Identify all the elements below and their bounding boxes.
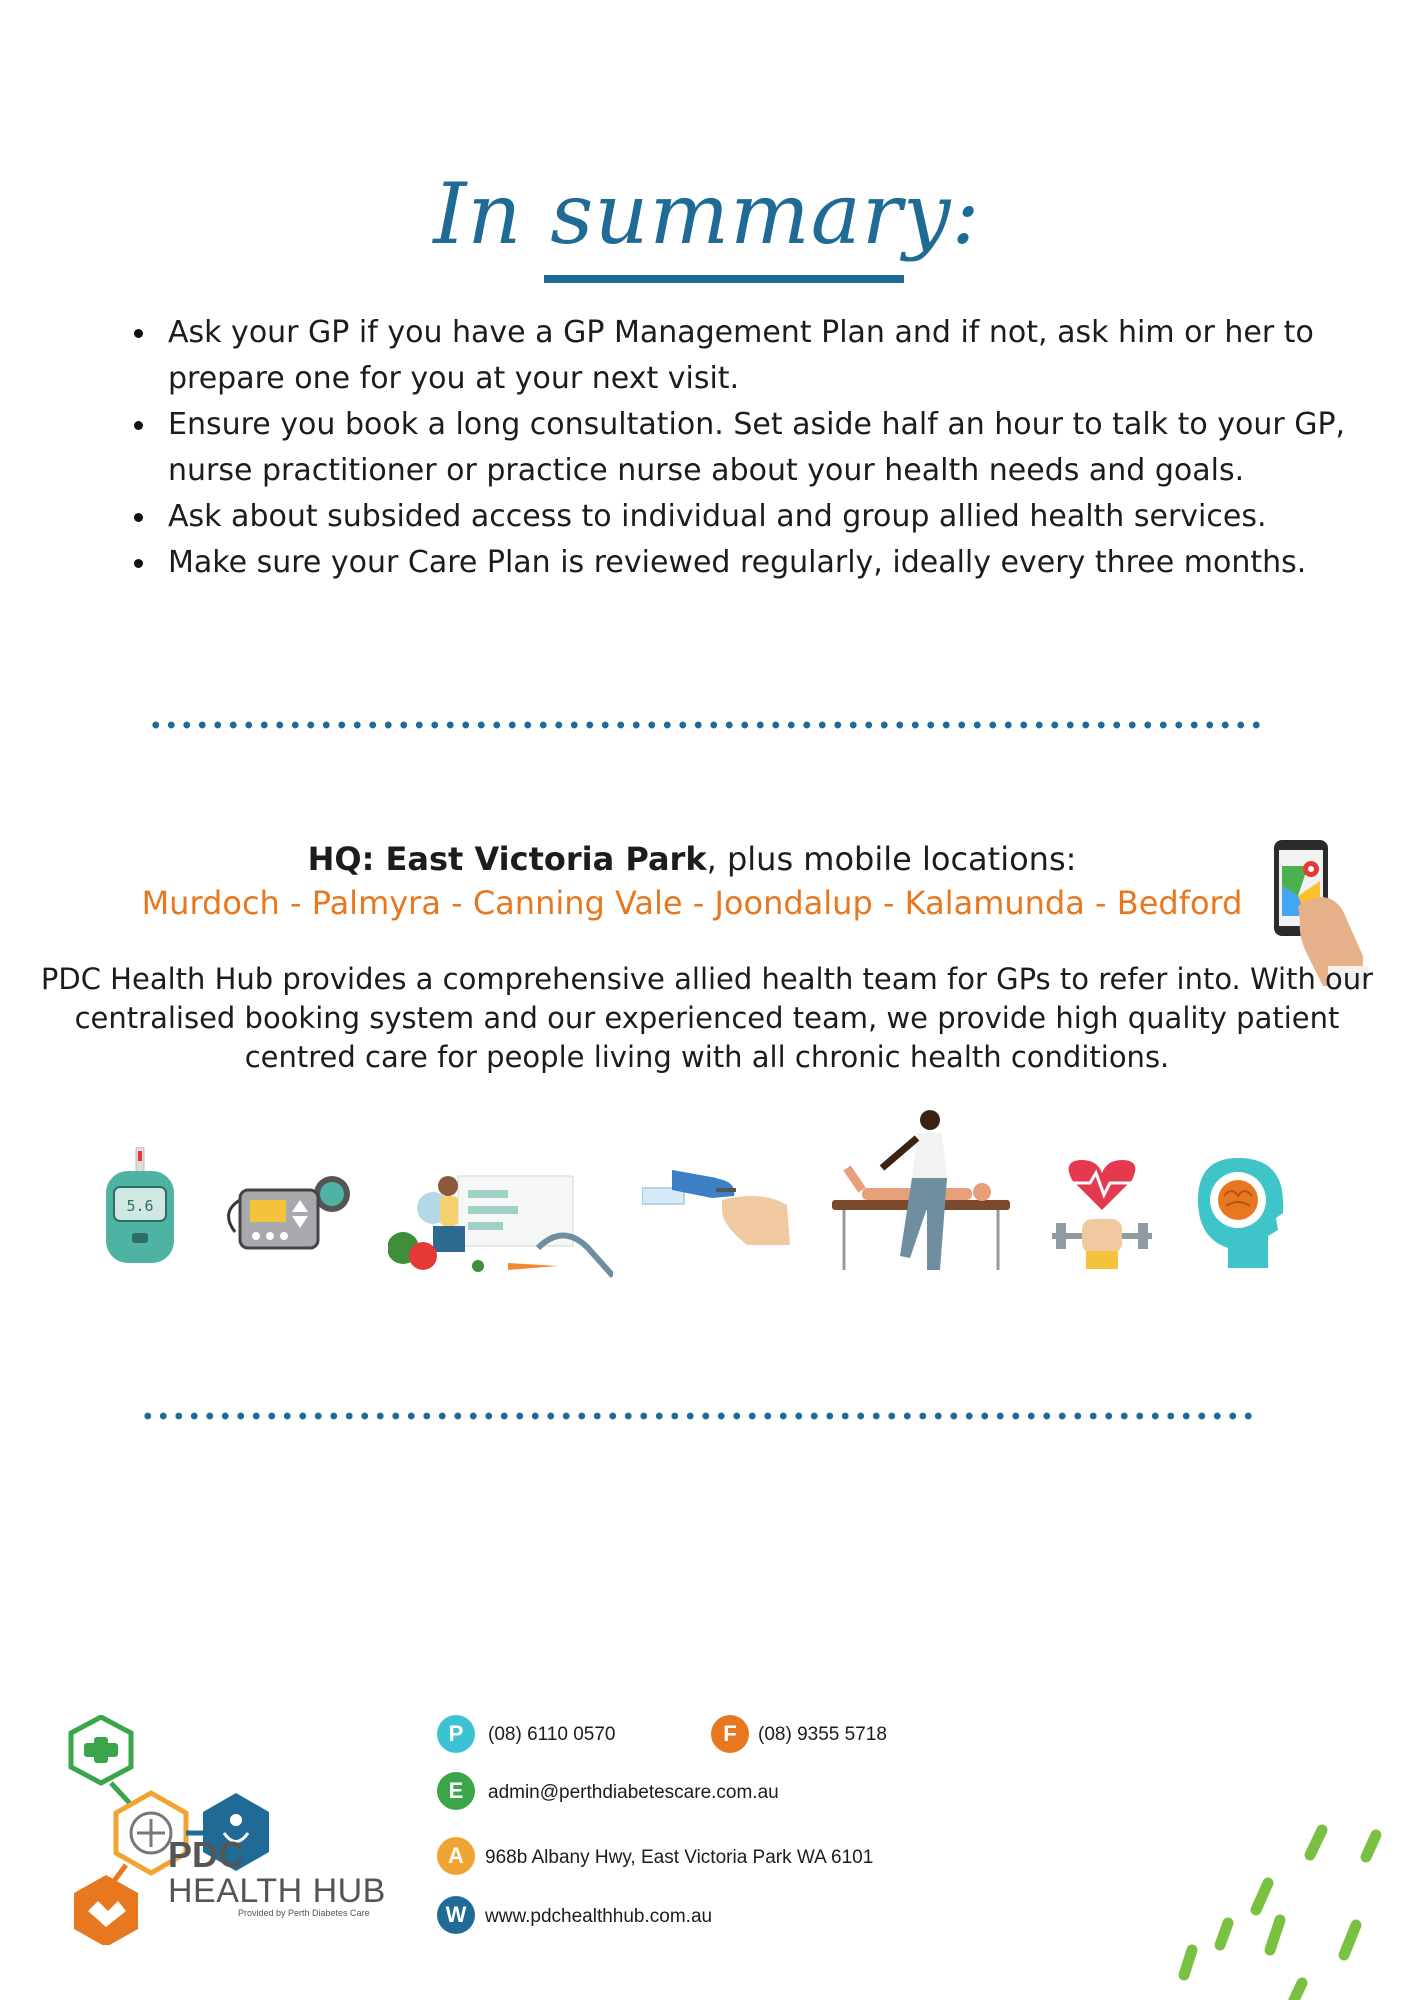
physiotherapy-icon [832, 1108, 1012, 1273]
fax-icon: F [711, 1715, 749, 1753]
page-title: In summary: [433, 165, 981, 263]
locations-list: Murdoch - Palmyra - Canning Vale - Joondalup - Kalamunda - Bedford [141, 884, 1243, 922]
list-item: Ensure you book a long consultation. Set aside half an hour to talk to your GP, nurse practitioner or practice nurse about your health needs and goals. [168, 402, 1348, 494]
hq-label: HQ: East Victoria Park [307, 840, 707, 878]
title-underline [544, 275, 904, 283]
list-item: Ask about subsided access to individual and group allied health services. [168, 494, 1348, 540]
dotted-divider [148, 721, 1266, 729]
list-item: Ask your GP if you have a GP Management Plan and if not, ask him or her to prepare one for you at your next visit. [168, 310, 1348, 402]
hq-suffix: , plus mobile locations: [706, 840, 1077, 878]
heart-fitness-icon [1052, 1155, 1152, 1270]
logo-tagline: Provided by Perth Diabetes Care [238, 1908, 370, 1918]
address-icon: A [437, 1837, 475, 1875]
mental-health-icon [1198, 1158, 1288, 1268]
address-text: 968b Albany Hwy, East Victoria Park WA 6101 [485, 1847, 874, 1868]
nutrition-laptop-icon [388, 1168, 613, 1278]
phone-icon: P [437, 1715, 475, 1753]
injection-hand-icon [642, 1150, 792, 1245]
pdc-wordmark [168, 1836, 386, 1918]
list-item: Make sure your Care Plan is reviewed regularly, ideally every three months. [168, 540, 1348, 586]
fax-number: (08) 9355 5718 [758, 1724, 887, 1745]
dotted-divider [140, 1412, 1258, 1420]
web-icon: W [437, 1896, 475, 1934]
decorative-dashes [1170, 1795, 1414, 2000]
hq-line [0, 840, 1384, 878]
website-link[interactable]: www.pdchealthhub.com.au [485, 1906, 713, 1927]
glucose-meter-icon [100, 1147, 180, 1267]
email-link[interactable]: admin@perthdiabetescare.com.au [488, 1782, 779, 1803]
glucose-reading: 5.6 [126, 1197, 154, 1215]
insulin-pump-icon [220, 1172, 355, 1252]
logo-line-2: HEALTH HUB [168, 1872, 386, 1910]
logo-line-1: PDC [168, 1834, 245, 1875]
email-icon: E [437, 1772, 475, 1810]
phone-number[interactable]: (08) 6110 0570 [488, 1724, 616, 1745]
summary-list [132, 310, 1348, 586]
intro-paragraph: PDC Health Hub provides a comprehensive allied health team for GPs to refer into. With our centralised booking system and our experienced team, we provide high quality patient centred care for people living with all chronic health conditions. [40, 962, 1374, 1074]
